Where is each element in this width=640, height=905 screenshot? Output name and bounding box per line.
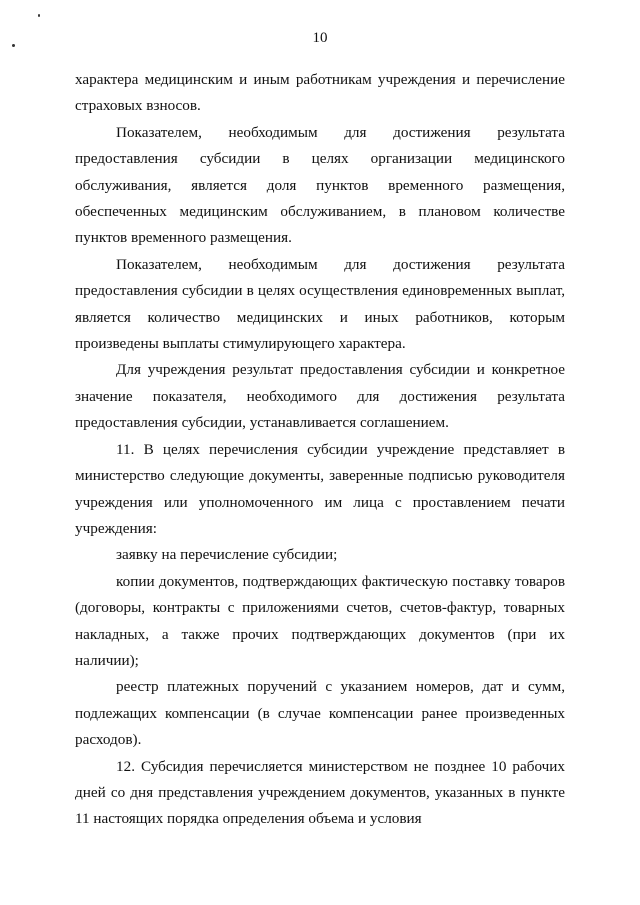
scan-speck bbox=[38, 14, 40, 17]
list-item-application: заявку на перечисление субсидии; bbox=[116, 546, 338, 564]
list-item-payment-register: реестр платежных поручений с указанием номеров, дат и сумм, подлежащих компенсации (в случае компенсации ранее произведенных расходов). bbox=[75, 678, 565, 749]
list-item-document-copies: копии документов, подтверждающих фактическую поставку товаров (договоры, контракты с приложениями счетов, счетов-фактур, товарных накладных, а также прочих подтверждающих документов (при их наличии); bbox=[75, 572, 565, 669]
page-number: 10 bbox=[312, 30, 328, 46]
document-body bbox=[75, 67, 565, 833]
paragraph-clause-11: 11. В целях перечисления субсидии учреждение представляет в министерство следующие документы, заверенные подписью руководителя учреждения или уполномоченного им лица с проставлением печати учреждения: bbox=[75, 440, 565, 537]
paragraph-indicator-payments: Показателем, необходимым для достижения результата предоставления субсидии в целях осуществления единовременных выплат, является количество медицинских и иных работников, которым произведены выплаты стимулирующего характера. bbox=[75, 255, 565, 353]
paragraph-indicator-medical-service: Показателем, необходимым для достижения результата предоставления субсидии в целях организации медицинского обслуживания, является доля пунктов временного размещения, обеспеченных медицинским обслуживанием, в плановом количестве пунктов временного размещения. bbox=[75, 123, 565, 247]
paragraph-continuation: характера медицинским и иным работникам учреждения и перечисление страховых взносов. bbox=[75, 71, 565, 115]
paragraph-clause-12: 12. Субсидия перечисляется министерством не позднее 10 рабочих дней со дня представления учреждением документов, указанных в пункте 11 настоящих порядка определения объема и условия bbox=[75, 757, 565, 828]
paragraph-agreement: Для учреждения результат предоставления субсидии и конкретное значение показателя, необходимого для достижения результата предоставления субсидии, устанавливается соглашением. bbox=[75, 361, 565, 432]
